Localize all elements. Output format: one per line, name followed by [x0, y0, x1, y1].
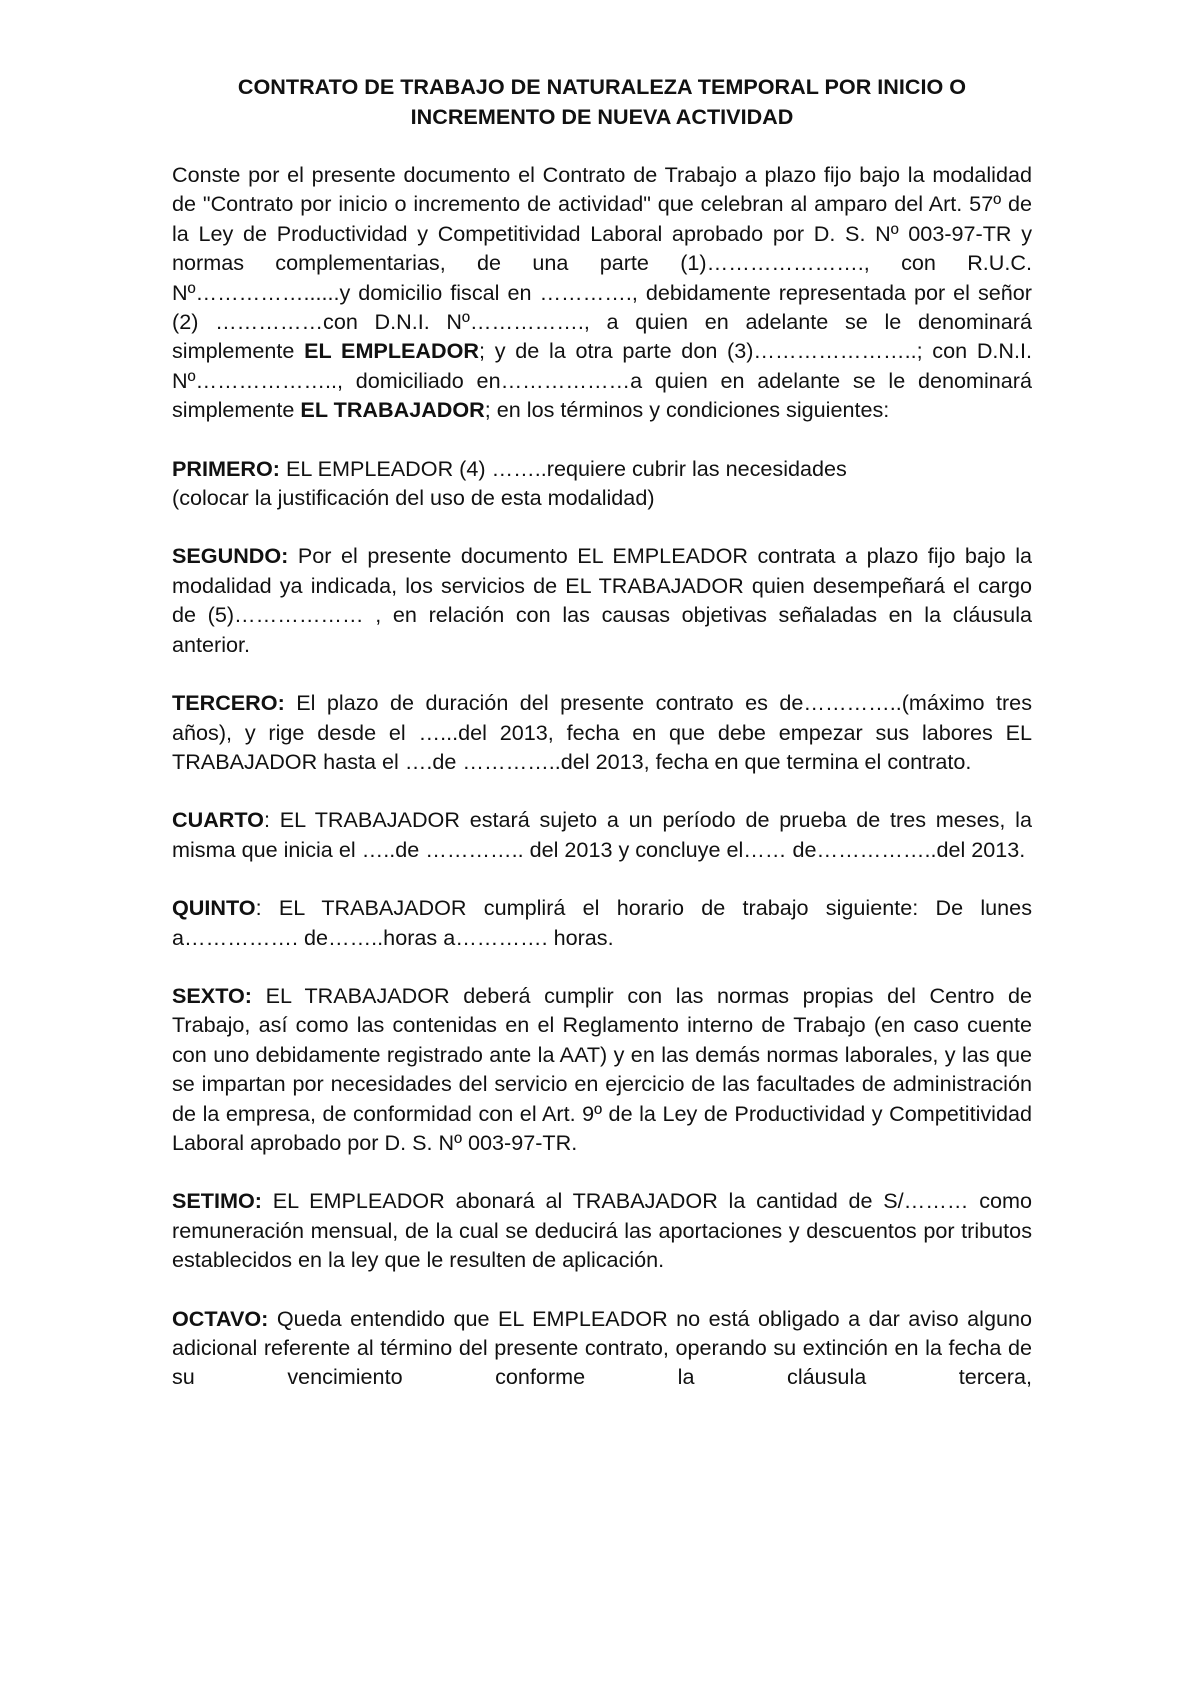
clause-label: TERCERO:	[172, 690, 285, 716]
title-line-2: INCREMENTO DE NUEVA ACTIVIDAD	[410, 104, 794, 129]
clause-text: EL EMPLEADOR (4) ……..requiere cubrir las necesidades	[279, 455, 847, 481]
clause-label: SEGUNDO:	[172, 543, 289, 569]
intro-text-4: ; en los términos y condiciones siguientes:	[484, 397, 890, 423]
clause-sexto	[172, 981, 1032, 1157]
clause-note: (colocar la justificación del uso de esta modalidad)	[172, 485, 655, 511]
clause-quinto	[172, 893, 1032, 952]
clause-label: QUINTO	[172, 895, 256, 921]
clause-label: SETIMO:	[172, 1188, 262, 1214]
clause-text: EL EMPLEADOR abonará al TRABAJADOR la cantidad de S/……… como remuneración mensual, de la cual se deducirá las aportaciones y descuentos por tributos establecidos en la ley que le resulten de aplicación.	[172, 1188, 1032, 1273]
clause-label: SEXTO:	[172, 982, 252, 1008]
clause-text: : EL TRABAJADOR cumplirá el horario de trabajo siguiente: De lunes a……………. de……..horas a…………. horas.	[172, 895, 1032, 950]
clause-label: OCTAVO:	[172, 1305, 269, 1331]
clause-tercero	[172, 688, 1032, 776]
clause-setimo	[172, 1186, 1032, 1274]
clause-octavo	[172, 1304, 1032, 1392]
document-title	[172, 72, 1032, 132]
clause-primero	[172, 454, 1032, 513]
clause-text: Queda entendido que EL EMPLEADOR no está obligado a dar aviso alguno adicional referente al término del presente contrato, operando su extinción en la fecha de su vencimiento conforme la cláusula tercera,	[172, 1305, 1032, 1390]
intro-text-2: (1)…………………., con R.U.C. Nº……………......y domicilio fiscal en …………., debidamente representada por el señor (2) ……………con D.N.I. Nº……………., a quien en adelante se le denominará simplemente	[172, 250, 1032, 364]
clause-text: El plazo de duración del presente contrato es de…………..(máximo tres años), y rige desde el …...del 2013, fecha en que debe empezar sus labores EL TRABAJADOR hasta el ….de …………..del 2013, fecha en que termina el contrato.	[172, 690, 1032, 774]
document-body	[172, 72, 1032, 1421]
intro-text-1: Conste por el presente documento el Contrato de Trabajo a plazo fijo bajo la modalidad de "Contrato por inicio o incremento de actividad" que celebran al amparo del Art. 57º de la Ley de Productividad y Competitividad Laboral aprobado por D. S. Nº 003-97-TR y normas complementarias, de una parte	[172, 162, 1032, 276]
clause-label: PRIMERO:	[172, 455, 280, 481]
clause-text: Por el presente documento EL EMPLEADOR contrata a plazo fijo bajo la modalidad ya indicada, los servicios de EL TRABAJADOR quien desempeñará el cargo de (5)……………… , en relación con las causas objetivas señaladas en la cláusula anterior.	[172, 543, 1032, 657]
title-line-1: CONTRATO DE TRABAJO DE NATURALEZA TEMPORAL POR INICIO O	[237, 74, 967, 99]
clause-segundo	[172, 541, 1032, 659]
clause-cuarto	[172, 805, 1032, 864]
intro-paragraph	[172, 160, 1032, 425]
employer-term: EL EMPLEADOR	[304, 338, 480, 364]
worker-term: EL TRABAJADOR	[300, 397, 485, 423]
intro-text-3: ; y de la otra parte don (3)…………………..; con D.N.I. Nº……………….., domiciliado en………………a quien en adelante se le denominará simplemente	[172, 338, 1033, 423]
clause-text: : EL TRABAJADOR estará sujeto a un período de prueba de tres meses, la misma que inicia el …..de ………….. del 2013 y concluye el…… de……………..del 2013.	[172, 807, 1032, 862]
clause-label: CUARTO	[172, 807, 264, 833]
clause-text: EL TRABAJADOR deberá cumplir con las normas propias del Centro de Trabajo, así como las contenidas en el Reglamento interno de Trabajo (en caso cuente con uno debidamente registrado ante la AAT) y en las demás normas laborales, y las que se impartan por necesidades del servicio en ejercicio de las facultades de administración de la empresa, de conformidad con el Art. 9º de la Ley de Productividad y Competitividad Laboral aprobado por D. S. Nº 003-97-TR.	[172, 982, 1032, 1155]
